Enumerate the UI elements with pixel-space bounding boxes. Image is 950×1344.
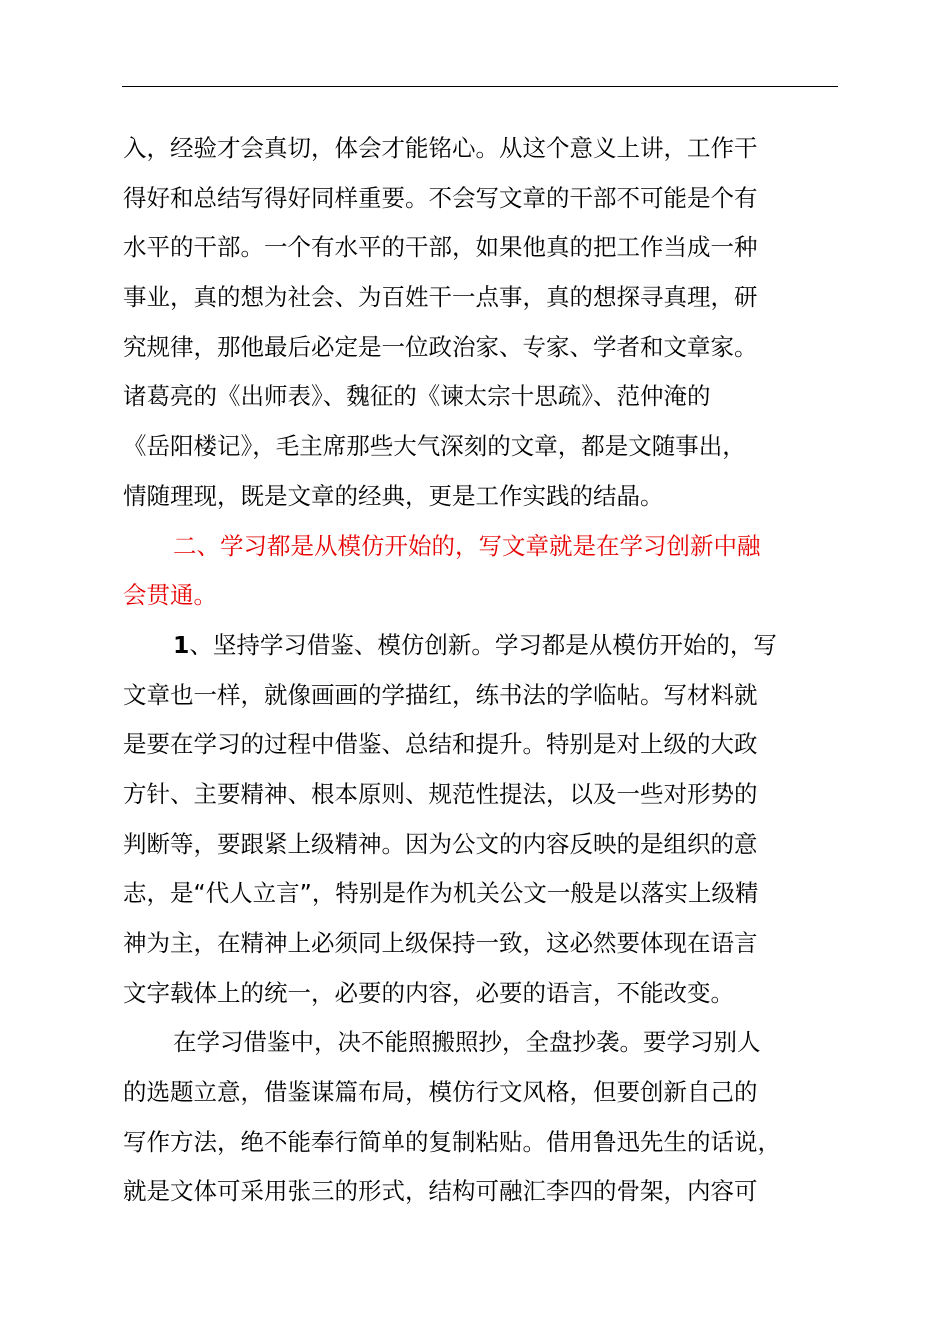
text-line: 神为主，在精神上必须同上级保持一致，这必然要体现在语言 (123, 929, 758, 957)
text-line: 判断等，要跟紧上级精神。因为公文的内容反映的是组织的意 (123, 829, 758, 858)
text-line: 入，经验才会真切，体会才能铭心。从这个意义上讲，工作干 (123, 134, 758, 162)
numbered-paragraph-first-line (123, 621, 838, 671)
text-line: 在学习借鉴中，决不能照搬照抄，全盘抄袭。要学习别人 (173, 1028, 761, 1057)
text-line: 是要在学习的过程中借鉴、总结和提升。特别是对上级的大政 (123, 730, 758, 759)
header-rule (122, 86, 838, 87)
text-line: 方针、主要精神、根本原则、规范性提法，以及一些对形势的 (123, 779, 758, 808)
paragraph-number: 1 (173, 630, 190, 659)
text-line: 究规律，那他最后必定是一位政治家、专家、学者和文章家。 (123, 332, 758, 361)
text-line: 情随理现，既是文章的经典，更是工作实践的结晶。 (123, 481, 664, 510)
text-line: 的选题立意，借鉴谋篇布局，模仿行文风格，但要创新自己的 (123, 1078, 758, 1107)
document-body (123, 124, 838, 1217)
text-line: 写作方法，绝不能奉行简单的复制粘贴。借用鲁迅先生的话说， (123, 1127, 781, 1156)
text-fragment: 、坚持学习借鉴、模仿创新。学习都是从模仿开始的，写 (189, 630, 777, 659)
text-line: 诸葛亮的《出师表》、魏征的《谏太宗十思疏》、范仲淹的 (123, 382, 711, 411)
text-line: 事业，真的想为社会、为百姓干一点事，真的想探寻真理，研 (123, 283, 758, 312)
text-line: 就是文体可采用张三的形式，结构可融汇李四的骨架，内容可 (123, 1177, 758, 1206)
text-line: 文章也一样，就像画画的学描红，练书法的学临帖。写材料就 (123, 680, 758, 709)
text-line: 志，是“代人立言”，特别是作为机关公文一般是以落实上级精 (123, 879, 759, 908)
text-line: 文字载体上的统一，必要的内容，必要的语言，不能改变。 (123, 978, 734, 1007)
section-heading-line: 二、学习都是从模仿开始的，写文章就是在学习创新中融 (173, 531, 761, 560)
text-line: 《岳阳楼记》，毛主席那些大气深刻的文章，都是文随事出， (123, 432, 746, 461)
text-line: 得好和总结写得好同样重要。不会写文章的干部不可能是个有 (123, 183, 758, 212)
text-line: 水平的干部。一个有水平的干部，如果他真的把工作当成一种 (123, 233, 758, 262)
section-heading-line: 会贯通。 (123, 581, 217, 610)
